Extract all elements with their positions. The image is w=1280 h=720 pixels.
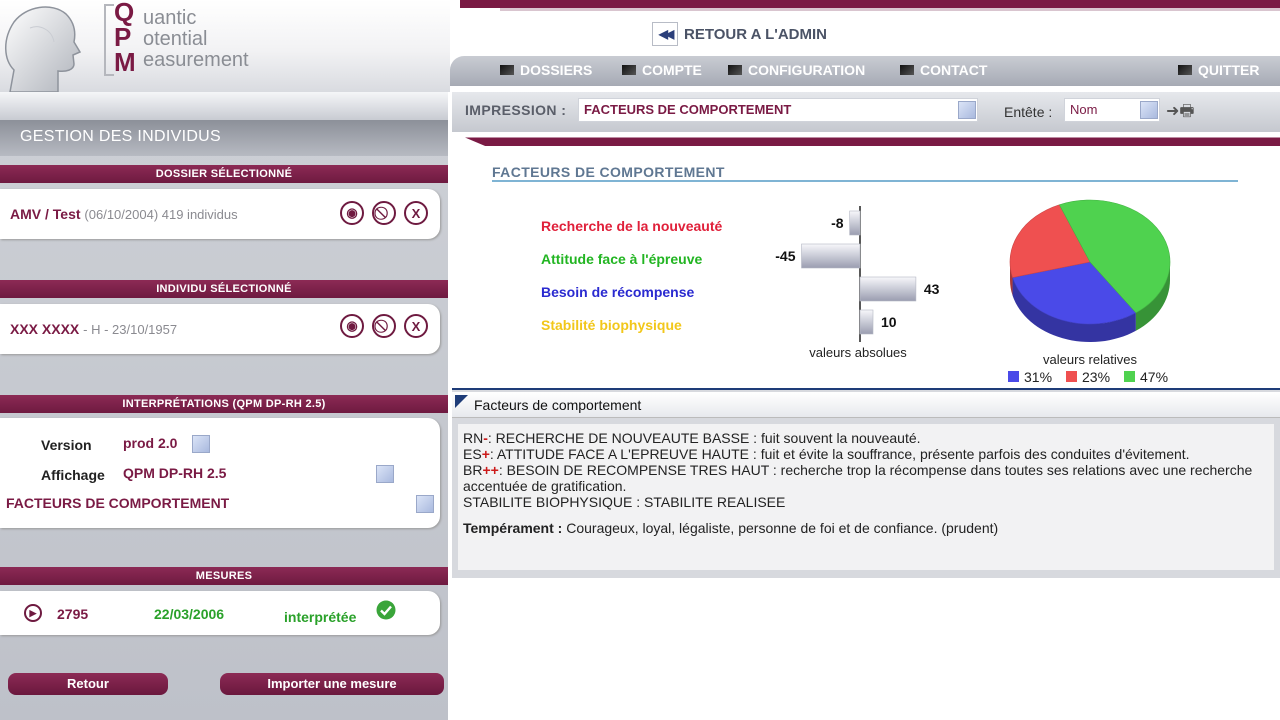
- logo-words: [143, 8, 249, 71]
- pie-chart-xlabel: valeurs relatives: [1043, 352, 1137, 367]
- relative-values-chart: [1000, 190, 1180, 386]
- factor-dropdown-icon[interactable]: [416, 495, 434, 513]
- chart-section-title: FACTEURS DE COMPORTEMENT: [492, 164, 725, 180]
- mesure-row[interactable]: [0, 591, 440, 635]
- affichage-select[interactable]: [118, 462, 398, 488]
- top-stripe-light: [500, 8, 1280, 11]
- disable-individu-icon[interactable]: [372, 314, 396, 338]
- import-mesure-button[interactable]: Importer une mesure: [220, 673, 444, 695]
- logo-letter-q: Q: [114, 0, 135, 27]
- collapse-triangle-icon[interactable]: [455, 395, 468, 408]
- logo-letter-m: M: [114, 47, 136, 77]
- nav-configuration-label: CONFIGURATION: [748, 62, 866, 78]
- bar-value-label: -45: [775, 248, 796, 264]
- left-panel-strip: [0, 92, 448, 120]
- dossier-section-header: DOSSIER SÉLECTIONNÉ: [0, 165, 448, 183]
- line-code: BR: [463, 462, 483, 478]
- individu-card: [0, 304, 440, 354]
- line-sign: -: [483, 430, 488, 446]
- bar: [860, 277, 916, 301]
- temperament-value: Courageux, loyal, légaliste, personne de foi et de confiance. (prudent): [566, 520, 999, 536]
- description-line: [463, 446, 1268, 462]
- line-text: : BESOIN DE RECOMPENSE TRES HAUT : recherche trop la récompense dans toutes ses relations avec une recherche accentuée de gratification.: [463, 462, 1253, 494]
- nav-bullet-icon: [622, 65, 636, 75]
- disable-dossier-icon[interactable]: [372, 201, 396, 225]
- nav-configuration[interactable]: [728, 62, 865, 78]
- bar: [802, 244, 861, 268]
- view-individu-eye-icon[interactable]: ◉: [340, 314, 364, 338]
- temperament-label: Tempérament :: [463, 520, 563, 536]
- description-title: Facteurs de comportement: [474, 397, 642, 413]
- rewind-icon: ◀◀: [652, 22, 678, 46]
- mesure-id: 2795: [57, 606, 89, 622]
- bar-value-label: 43: [923, 281, 940, 297]
- nav-bullet-icon: [1178, 65, 1192, 75]
- close-individu-icon[interactable]: X: [404, 314, 428, 338]
- line-code: RN: [463, 430, 484, 446]
- bar: [860, 310, 873, 334]
- legend-label: 31%: [1024, 369, 1053, 385]
- nav-contact-label: CONTACT: [920, 62, 988, 78]
- play-icon[interactable]: ▶: [24, 604, 42, 622]
- individu-meta: - H - 23/10/1957: [83, 322, 178, 337]
- factor-label-es: Attitude face à l'épreuve: [541, 251, 703, 267]
- impression-underline: [452, 132, 1280, 146]
- logo-word-1: uantic: [143, 7, 197, 29]
- line-text: STABILITE BIOPHYSIQUE : STABILITE REALISEE: [463, 494, 786, 510]
- version-label: Version: [41, 437, 92, 453]
- dossier-card: [0, 189, 440, 239]
- check-icon: [376, 600, 396, 620]
- nav-quitter[interactable]: [1178, 62, 1259, 78]
- description-line: [463, 430, 1268, 446]
- version-dropdown-icon[interactable]: [192, 435, 210, 453]
- logo-letter-p: P: [114, 22, 132, 52]
- description-body: [458, 424, 1274, 570]
- individu-section-header: INDIVIDU SÉLECTIONNÉ: [0, 280, 448, 298]
- line-text: : RECHERCHE DE NOUVEAUTE BASSE : fuit souvent la nouveauté.: [487, 430, 921, 446]
- affichage-value: QPM DP-RH 2.5: [123, 465, 227, 481]
- bar-chart-xlabel: valeurs absolues: [809, 345, 907, 360]
- description-line: [463, 494, 1268, 510]
- admin-link-label: RETOUR A L'ADMIN: [684, 25, 828, 43]
- legend-swatch: [1066, 371, 1077, 382]
- nav-bullet-icon: [900, 65, 914, 75]
- affichage-label: Affichage: [41, 467, 105, 483]
- logo-word-3: easurement: [143, 49, 249, 71]
- legend-swatch: [1124, 371, 1135, 382]
- mesure-status: interprétée: [284, 609, 357, 625]
- left-panel-title: GESTION DES INDIVIDUS: [0, 120, 448, 156]
- mesures-section-header: MESURES: [0, 567, 448, 585]
- logo-letters: [114, 0, 144, 75]
- legend-swatch: [1008, 371, 1019, 382]
- print-icon[interactable]: ➜🖶: [1166, 101, 1195, 120]
- view-dossier-eye-icon[interactable]: ◉: [340, 201, 364, 225]
- nav-bullet-icon: [728, 65, 742, 75]
- admin-link[interactable]: [652, 22, 827, 46]
- bar-value-label: 10: [881, 314, 897, 330]
- close-dossier-icon[interactable]: X: [404, 201, 428, 225]
- dossier-meta: (06/10/2004) 419 individus: [84, 207, 238, 222]
- affichage-dropdown-icon[interactable]: [376, 465, 394, 483]
- line-text: : ATTITUDE FACE A L'EPREUVE HAUTE : fuit et évite la souffrance, présente parfois des conduites d'évitement.: [489, 446, 1190, 462]
- nav-compte[interactable]: [622, 62, 702, 78]
- dossier-name: AMV / Test: [10, 206, 81, 222]
- bar: [850, 211, 860, 235]
- entete-label: Entête :: [1004, 104, 1053, 120]
- line-sign: +: [481, 446, 490, 462]
- impression-dropdown-icon[interactable]: [958, 101, 976, 119]
- line-code: ES: [463, 446, 482, 462]
- dossier-info: [10, 206, 238, 222]
- bar-value-label: -8: [831, 215, 844, 231]
- nav-bullet-icon: [500, 65, 514, 75]
- logo-word-2: otential: [143, 28, 208, 50]
- nav-contact[interactable]: [900, 62, 987, 78]
- absolute-values-chart: [740, 196, 980, 366]
- nav-compte-label: COMPTE: [642, 62, 702, 78]
- individu-info: [10, 321, 177, 337]
- top-stripe: [460, 0, 1280, 8]
- factor-select-value[interactable]: FACTEURS DE COMPORTEMENT: [6, 495, 230, 511]
- logo-bracket: [104, 4, 114, 76]
- head-profile-icon: [0, 0, 90, 92]
- version-value: prod 2.0: [123, 435, 178, 451]
- back-button[interactable]: Retour: [8, 673, 168, 695]
- mesure-date: 22/03/2006: [154, 606, 225, 622]
- nav-quitter-label: QUITTER: [1198, 62, 1260, 78]
- chart-section-rule: [492, 180, 1238, 182]
- factor-label-sb: Stabilité biophysique: [541, 317, 682, 333]
- description-line: [463, 462, 1268, 494]
- temperament-line: [463, 520, 1268, 536]
- individu-name: XXX XXXX: [10, 321, 80, 337]
- nav-dossiers-label: DOSSIERS: [520, 62, 593, 78]
- legend-label: 47%: [1140, 369, 1169, 385]
- impression-label: IMPRESSION :: [465, 102, 567, 118]
- legend-label: 23%: [1082, 369, 1111, 385]
- factor-label-rn: Recherche de la nouveauté: [541, 218, 723, 234]
- main-navbar: [450, 56, 1280, 86]
- entete-value: Nom: [1070, 102, 1098, 117]
- interpretations-section-header: INTERPRÉTATIONS (QPM DP-RH 2.5): [0, 395, 448, 413]
- nav-dossiers[interactable]: [500, 62, 592, 78]
- factor-label-br: Besoin de récompense: [541, 284, 695, 300]
- line-sign: ++: [482, 462, 499, 478]
- entete-dropdown-icon[interactable]: [1140, 101, 1158, 119]
- interpretations-card: [0, 418, 440, 528]
- impression-value: FACTEURS DE COMPORTEMENT: [584, 102, 792, 117]
